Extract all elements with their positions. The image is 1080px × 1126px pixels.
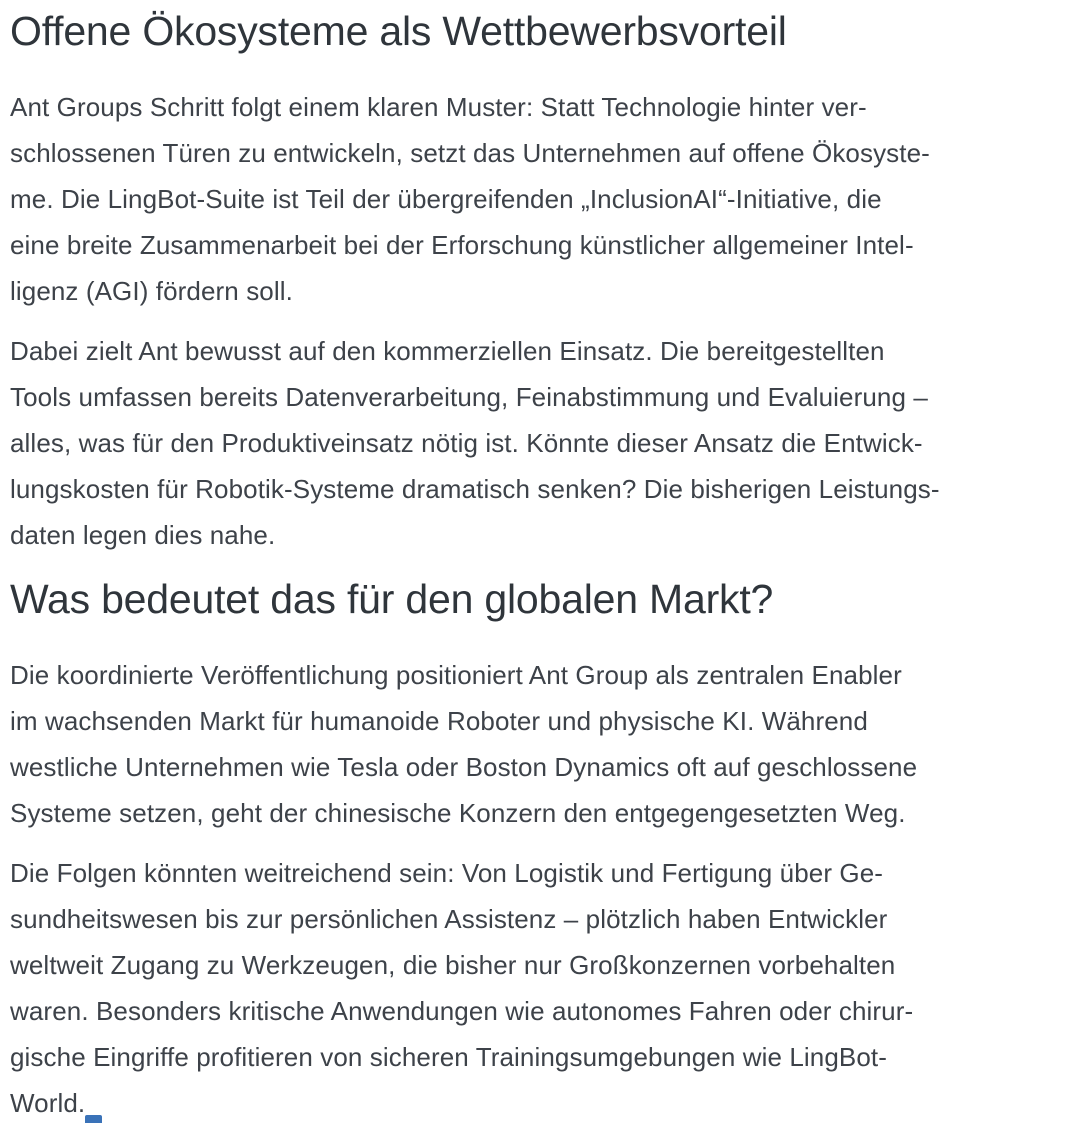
section-heading-global-market: Was bedeutet das für den globalen Markt? [10,576,774,622]
paragraph-market-positioning: Die koordinierte Veröffentlichung positioniert Ant Group als zentralen Enabler im wachsenden Markt für humanoide Roboter und physische KI. Während westliche Unternehmen wie Tesla oder Boston Dynamics oft auf geschlossene Systeme setzen, geht der chinesische Konzern den entgegengesetzten Weg. [10,660,918,828]
paragraph-commercial-use: Dabei zielt Ant bewusst auf den kommerziellen Einsatz. Die bereitgestellten Tools umfassen bereits Datenverarbeitung, Feinabstimmung und Evaluierung – alles, was für den Produktiveinsatz nötig ist. Könnte dieser Ansatz die Entwick- lungskosten für Robotik-Systeme dramatisch senken? Die bisherigen Leistungs- daten legen dies nahe. [10,336,940,550]
section-heading-open-ecosystems: Offene Ökosysteme als Wettbewerbsvorteil [10,8,787,54]
paragraph-consequences: Die Folgen könnten weitreichend sein: Von Logistik und Fertigung über Ge- sundheitswesen bis zur persönlichen Assistenz – plötzlich haben Entwickler weltweit Zugang zu Werkzeugen, die bisher nur Großkonzernen vorbehalten waren. Besonders kritische Anwendungen wie autonomes Fahren oder chirur- gische Eingriffe profitieren von sicheren Trainingsumgebungen wie LingBot- World. [10,858,914,1118]
clipped-blue-element [85,1115,102,1123]
paragraph-ant-group-pattern: Ant Groups Schritt folgt einem klaren Muster: Statt Technologie hinter ver- schlossenen Türen zu entwickeln, setzt das Unternehmen auf offene Ökosyste- me. Die LingBot-Suite ist Teil der übergreifenden „InclusionAI“-Initiative, die eine breite Zusammenarbeit bei der Erforschung künstlicher allgemeiner Intel- ligenz (AGI) fördern soll. [10,92,930,306]
